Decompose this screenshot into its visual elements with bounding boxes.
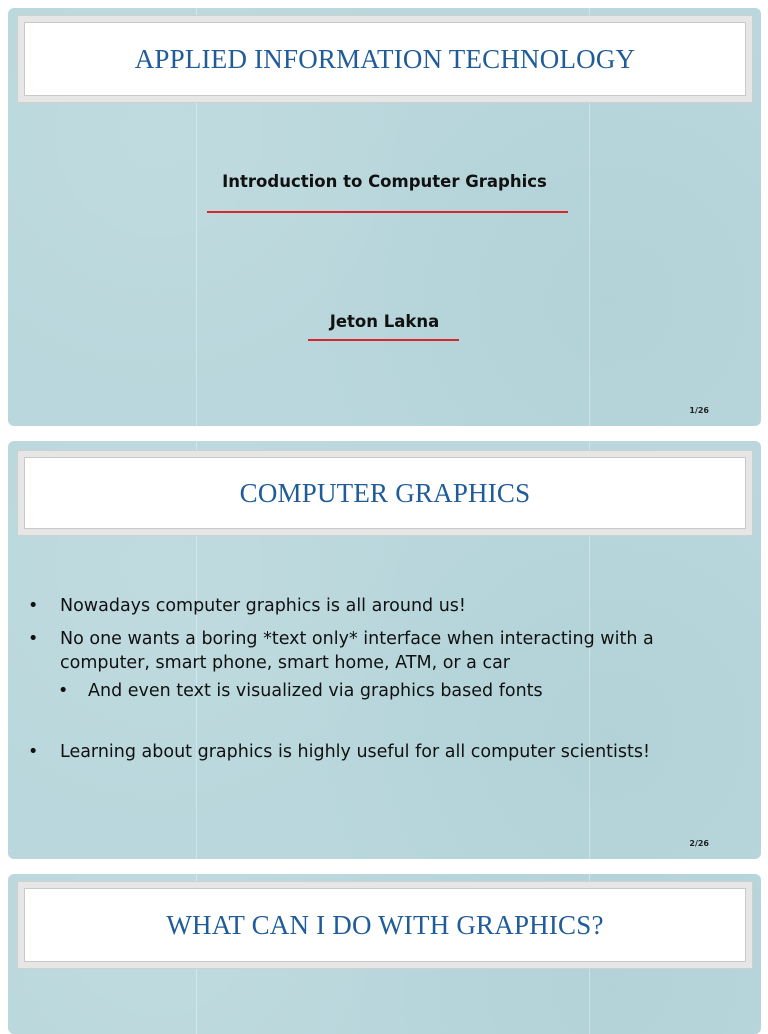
slide-title-box [24,457,746,529]
bullet-subitem [28,679,748,703]
bullet-marker: • [28,742,39,762]
slide-title-box [24,22,746,96]
slide-title: APPLIED INFORMATION TECHNOLOGY [134,43,636,74]
bullet-text: No one wants a boring *text only* interface when interacting with a computer, smart phone, smart home, ATM, or a car [60,629,654,673]
bullet-text: Learning about graphics is highly useful for all computer scientists! [60,742,651,762]
slide-title-box [24,888,746,962]
bullet-text: Nowadays computer graphics is all around us! [60,596,466,616]
subtitle-underline [207,211,568,213]
bullet-marker: • [28,596,39,616]
bullet-marker: • [58,681,69,701]
slide-1 [8,8,761,426]
bullet-list [28,594,748,764]
bullet-marker: • [28,629,39,649]
slide-2 [8,441,761,859]
slide-title: WHAT CAN I DO WITH GRAPHICS? [166,909,604,940]
page-number: 1/26 [689,406,709,415]
bullet-item [28,594,748,618]
author-underline [308,339,459,341]
bullet-text: And even text is visualized via graphics based fonts [88,681,543,701]
bullet-item [28,627,748,675]
slide-subtitle: Introduction to Computer Graphics [222,172,547,191]
bullet-item [28,740,748,764]
slide-title: COMPUTER GRAPHICS [239,477,531,508]
page-number: 2/26 [689,839,709,848]
slide-3 [8,874,761,1034]
author-name: Jeton Lakna [329,312,440,331]
